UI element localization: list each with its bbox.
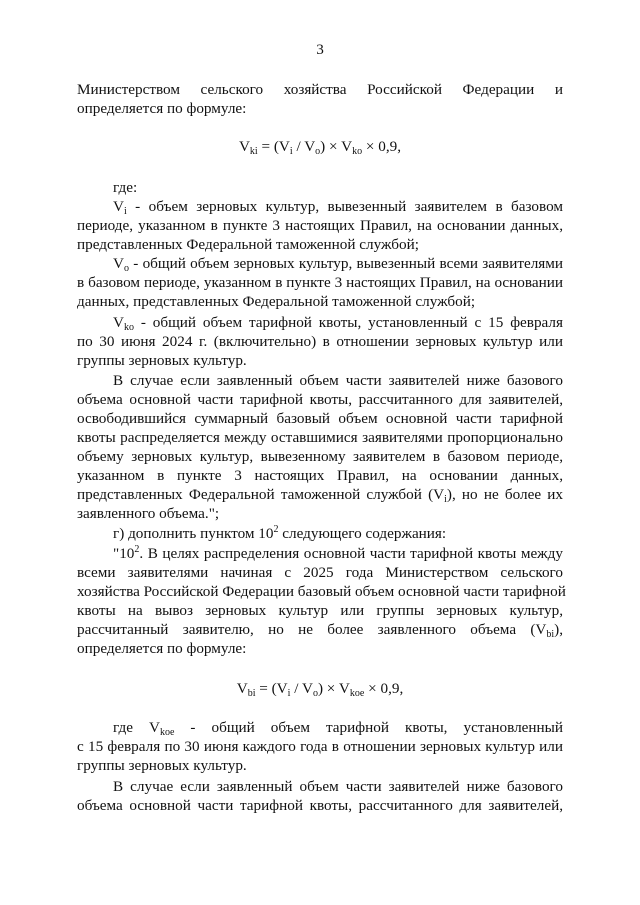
text-line: всеми заявителями начиная с 2025 года Министерством сельского xyxy=(77,564,563,581)
text-line: определяется по формуле: xyxy=(77,640,247,657)
text-line-vbi-ref: рассчитанный заявителю, но не более заявленного объема $(V_{bi})$, xyxy=(77,621,563,640)
text-line: квоты распределяется между оставшимися заявителями пропорционально xyxy=(77,429,563,446)
text-line: периоде, указанном в пункте 3 настоящих Правил, на основании данных, xyxy=(77,217,563,234)
text-line: по 30 июня 2024 г. (включительно) в отношении зерновых культур или xyxy=(77,333,563,350)
text-line: объему зерновых культур, вывезенному заявителем в базовом периоде, xyxy=(77,448,563,465)
clause-10-2-start: "$10^2$. В целях распределения основной части тарифной квоты между xyxy=(113,544,563,562)
definition-vo: $V_o$ - общий объем зерновых культур, вывезенный всеми заявителями xyxy=(113,255,563,274)
text-line: определяется по формуле: xyxy=(77,100,247,117)
text-line: группы зерновых культур. xyxy=(77,757,247,774)
text-line: объема основной части тарифной квоты, рассчитанного для заявителей, xyxy=(77,391,563,408)
definition-vi: $V_i$ - объем зерновых культур, вывезенный заявителем в базовом xyxy=(113,198,563,217)
text-line: хозяйства Российской Федерации базовый объем основной части тарифной xyxy=(77,583,566,600)
formula-vbi: $V_{bi} = (V_i / V_o) \times V_{koe} \times 0,9$, xyxy=(236,680,404,699)
text-line-vi-ref: представленных Федеральной таможенной службой $(V_i)$, но не более их xyxy=(77,486,563,505)
formula-vki: $V_{ki} = (V_i / V_o) \times V_{ko} \times 0,9$, xyxy=(238,138,402,157)
text-line: с 15 февраля по 30 июня каждого года в отношении зерновых культур или xyxy=(77,738,563,755)
text-line: Министерством сельского хозяйства Российской Федерации и xyxy=(77,81,563,98)
text-line: представленных Федеральной таможенной службой; xyxy=(77,236,419,253)
text-line: где: xyxy=(113,179,138,196)
text-line: данных, представленных Федеральной таможенной службой; xyxy=(77,293,476,310)
text-line: квоты на вывоз зерновых культур или группы зерновых культур, xyxy=(77,602,563,619)
text-line: В случае если заявленный объем части заявителей ниже базового xyxy=(113,372,563,389)
definition-vkoe: где $V_{koe}$ - общий объем тарифной квоты, установленный xyxy=(113,719,563,738)
text-line: объема основной части тарифной квоты, рассчитанного для заявителей, xyxy=(77,797,563,814)
page-number: 3 xyxy=(316,41,324,58)
text-line: освободившийся суммарный базовый объем основной части тарифной xyxy=(77,410,563,427)
definition-vko: $V_{ko}$ - общий объем тарифной квоты, установленный с 15 февраля xyxy=(113,314,563,333)
text-line: заявленного объема."; xyxy=(77,505,220,522)
text-line: в базовом периоде, указанном в пункте 3 настоящих Правил, на основании xyxy=(77,274,563,291)
text-line: указанном в пункте 3 настоящих Правил, на основании данных, xyxy=(77,467,563,484)
text-line: группы зерновых культур. xyxy=(77,352,247,369)
text-line: В случае если заявленный объем части заявителей ниже базового xyxy=(113,778,563,795)
amendment-line: г) дополнить пунктом $10^2$ следующего содержания: xyxy=(113,524,447,542)
